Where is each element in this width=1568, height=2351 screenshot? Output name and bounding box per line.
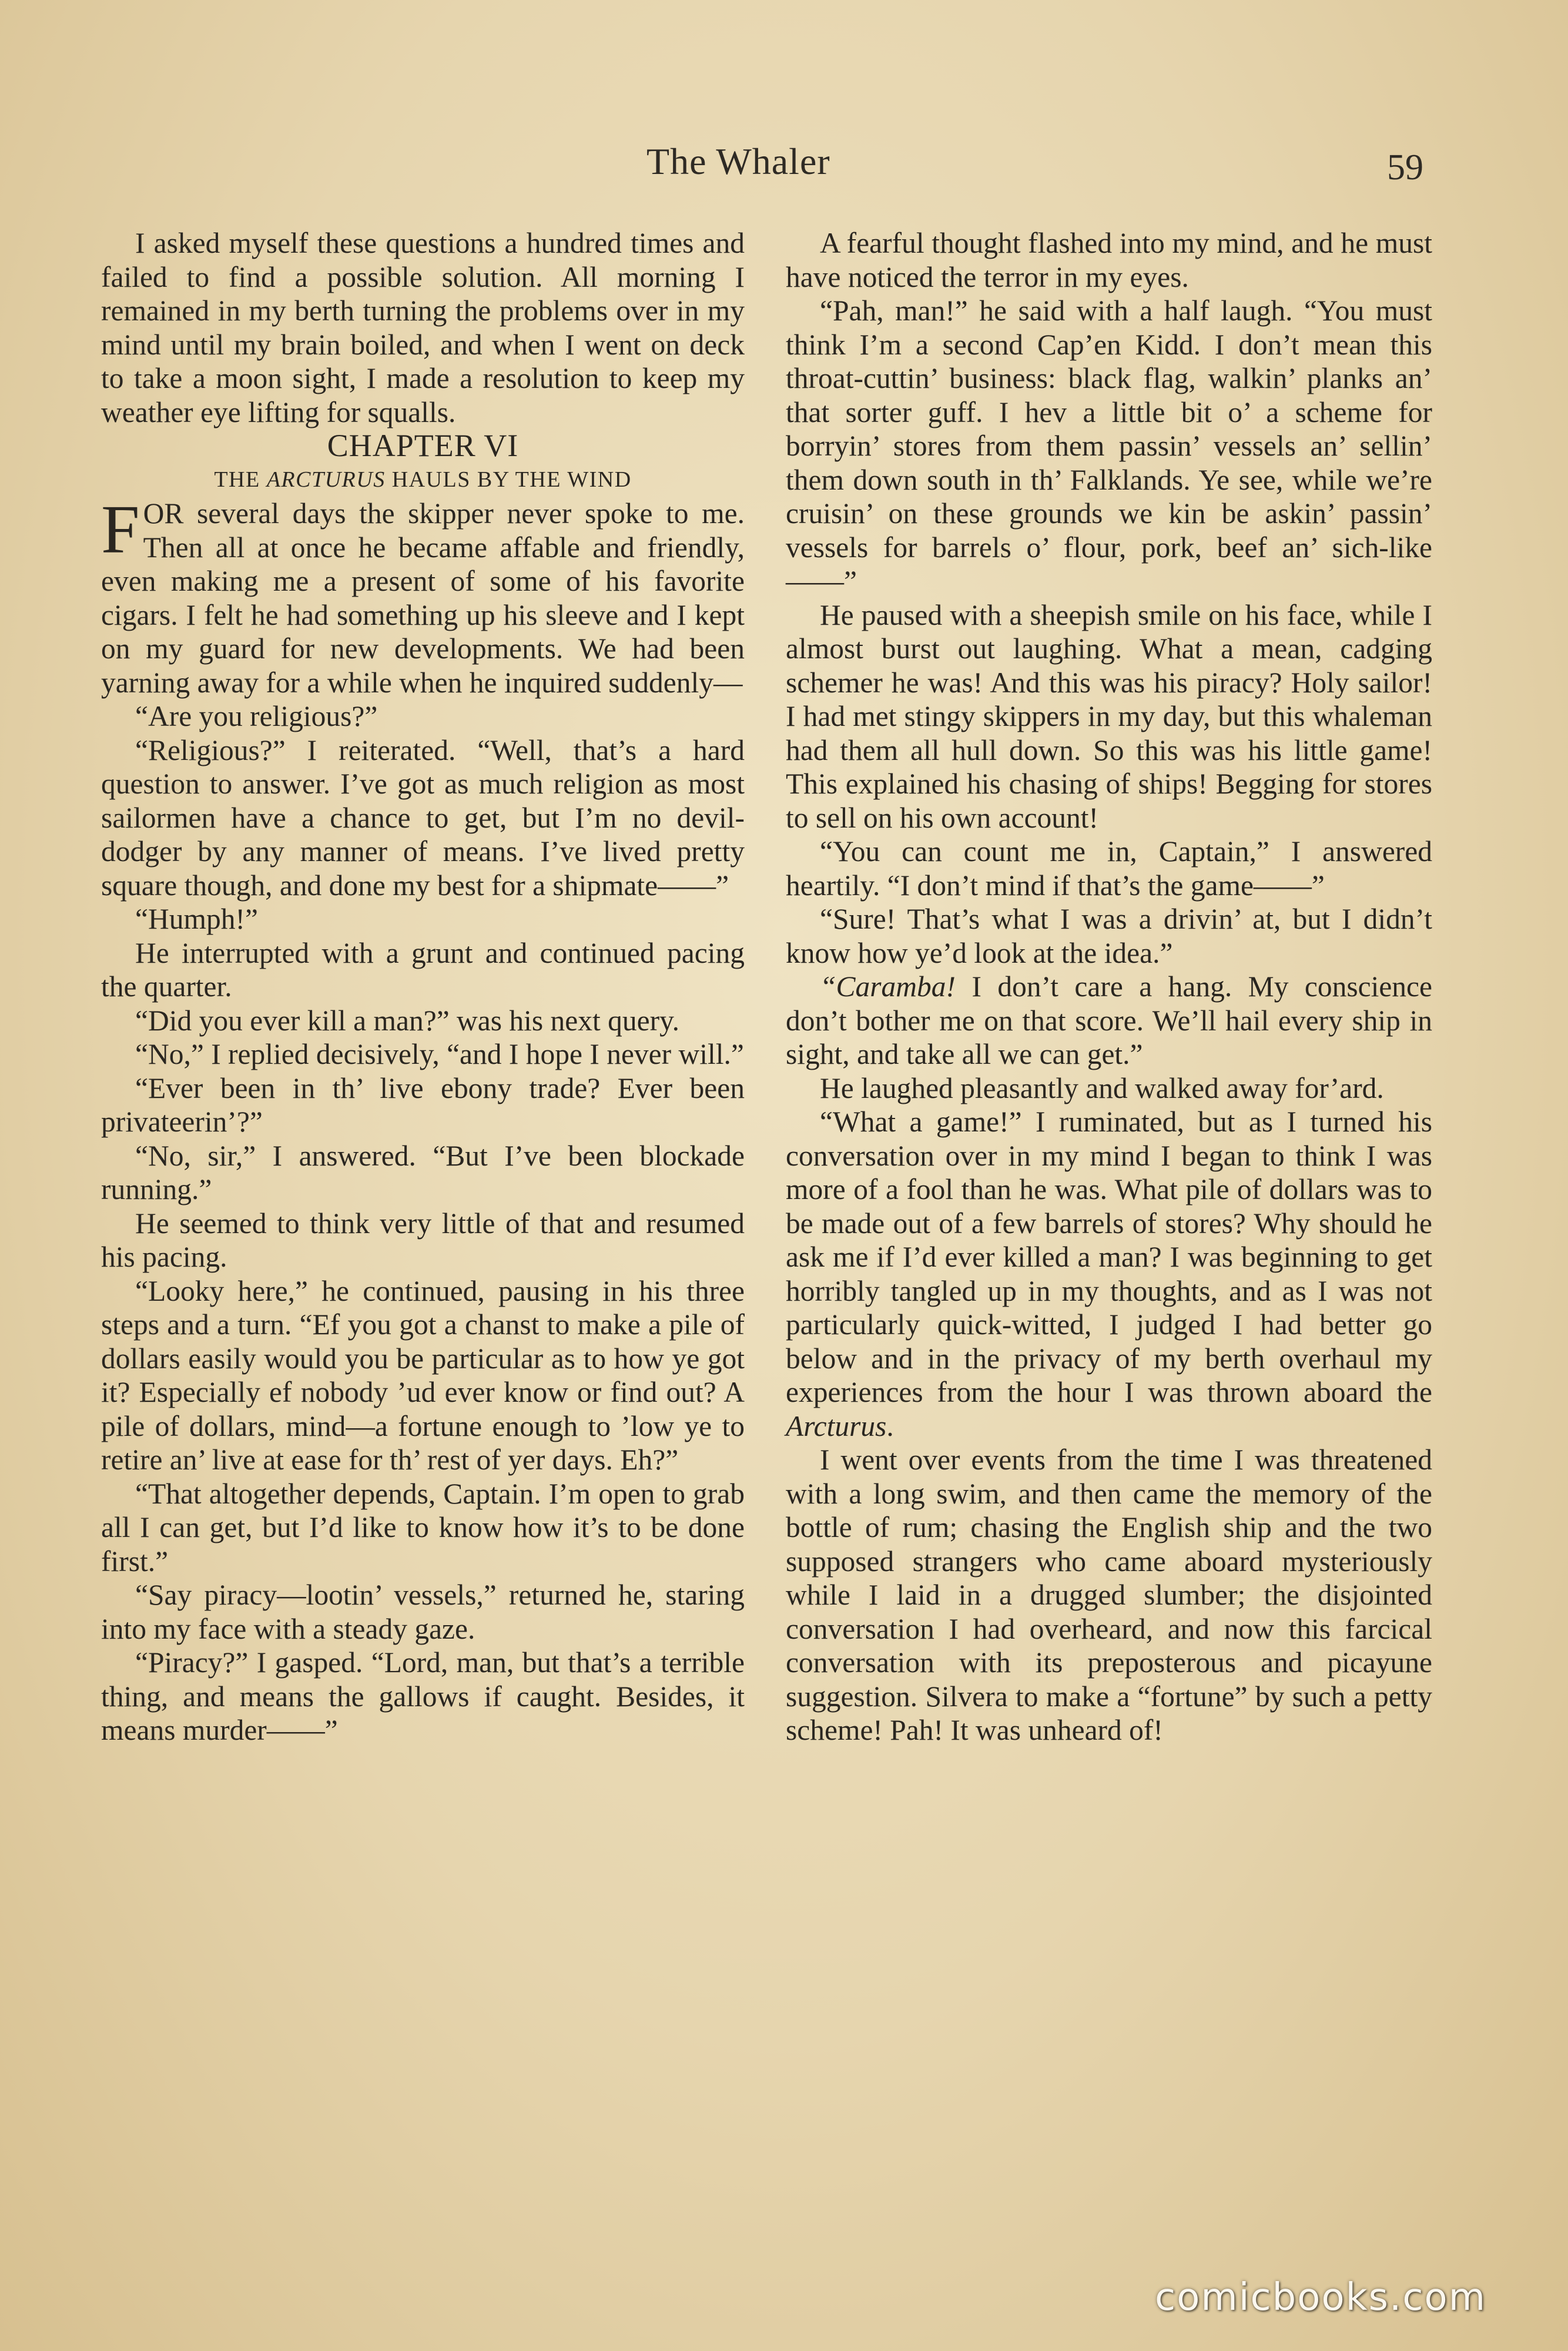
paragraph-end: . bbox=[886, 1409, 894, 1442]
paragraph-text: I don’t care a hang. My conscience don’t bother me on that score. We’ll hail every ship in sight, and take all we can get.” bbox=[786, 970, 1432, 1070]
paragraph: “Ever been in th’ live ebony trade? Ever been privateerin’?” bbox=[101, 1071, 745, 1138]
paragraph: “Religious?” I reiterated. “Well, that’s a hard question to answer. I’ve got as much religion as most sailormen have a chance to get, but I’m no devil-dodger by any manner of means. I’ve lived pretty square though, and done my best for a shipmate——” bbox=[101, 734, 745, 902]
italic-exclamation: “Caramba! bbox=[820, 970, 956, 1003]
paragraph: “Looky here,” he continued, pausing in his three steps and a turn. “Ef you got a chanst to make a pile of dollars easily would you be particular as to how ye got it? Especially ef nobody ’ud ever know or find out? A pile of dollars, mind—a fortune enough to ’low ye to retire an’ live at ease for th’ rest of yer days. Eh?” bbox=[101, 1274, 745, 1476]
paragraph-text: “What a game!” I ruminated, but as I turned his conversation over in my mind I began to think I was more of a fool than he was. What pile of dollars was to be made out of a few barrels of stores? Why should he ask me if I’d ever killed a man? I was beginning to get horribly tangled up in my thoughts, and as I was not particularly quick-witted, I judged I had better go below and in the privacy of my berth overhaul my experiences from the hour I was thrown aboard the bbox=[786, 1106, 1432, 1408]
chapter-subtitle-pre: THE bbox=[214, 467, 267, 492]
paragraph: “Piracy?” I gasped. “Lord, man, but that’s a terrible thing, and means the gallows if caught. Besides, it means murder——” bbox=[101, 1646, 745, 1746]
paragraph: “That altogether depends, Captain. I’m open to grab all I can get, but I’d like to know how it’s to be done first.” bbox=[101, 1477, 745, 1578]
paragraph: “Are you religious?” bbox=[135, 700, 378, 732]
paragraph: “Say piracy—lootin’ vessels,” returned he, staring into my face with a steady gaze. bbox=[101, 1579, 745, 1645]
paragraph: “No,” I replied decisively, “and I hope I never will.” bbox=[135, 1038, 744, 1070]
paragraph bbox=[786, 970, 1432, 1071]
opening-paragraph-text: OR several days the skipper never spoke to me. Then all at once he became affable and friendly, even making me a present of some of his favorite cigars. I felt he had something up his sleeve and I kept on my guard for new developments. We had been yarning away for a while when he inquired suddenly— bbox=[101, 497, 745, 699]
right-column bbox=[786, 226, 1432, 1747]
watermark: comicbooks.com bbox=[1155, 2276, 1487, 2319]
paragraph: “You can count me in, Captain,” I answered heartily. “I don’t mind if that’s the game——” bbox=[786, 835, 1432, 902]
paragraph: “Pah, man!” he said with a half laugh. “You must think I’m a second Cap’en Kidd. I don’t mean this throat-cuttin’ business: black flag, walkin’ planks an’ that sorter guff. I hev a little bit o’ a scheme for borryin’ stores from them passin’ vessels an’ sellin’ them down south in th’ Falklands. Ye see, while we’re cruisin’ on these grounds we kin be askin’ passin’ vessels for barrels o’ flour, pork, beef an’ sich-like——” bbox=[786, 294, 1432, 597]
paragraph bbox=[786, 1105, 1432, 1443]
paragraph: “Sure! That’s what I was a drivin’ at, but I didn’t know how ye’d look at the idea.” bbox=[786, 903, 1432, 969]
paragraph: He seemed to think very little of that and resumed his pacing. bbox=[101, 1207, 745, 1273]
paragraph: “Did you ever kill a man?” was his next query. bbox=[135, 1004, 679, 1037]
paragraph: “No, sir,” I answered. “But I’ve been blockade running.” bbox=[101, 1139, 745, 1205]
chapter-heading: CHAPTER VI bbox=[327, 428, 519, 463]
drop-cap: F bbox=[101, 491, 140, 568]
left-column bbox=[101, 226, 745, 1747]
page-number: 59 bbox=[1387, 148, 1423, 187]
paragraph: I asked myself these questions a hundred times and failed to find a possible solution. All morning I remained in my berth turning the problems over in my mind until my brain boiled, and when I went on deck to take a moon sight, I made a resolution to keep my weather eye lifting for squalls. bbox=[101, 227, 745, 428]
running-head: The Whaler bbox=[646, 140, 830, 182]
opening-paragraph bbox=[101, 491, 745, 699]
chapter-subtitle-ship: ARCTURUS bbox=[266, 467, 386, 492]
paragraph: A fearful thought flashed into my mind, and he must have noticed the terror in my eyes. bbox=[786, 227, 1432, 293]
paragraph: He paused with a sheepish smile on his face, while I almost burst out laughing. What a mean, cadging schemer he was! And this was his piracy? Holy sailor! I had met stingy skippers in my day, but this whaleman had them all hull down. So this was his little game! This explained his chasing of ships! Begging for stores to sell on his own account! bbox=[786, 598, 1432, 834]
paragraph: I went over events from the time I was threatened with a long swim, and then came the memory of the bottle of rum; chasing the English ship and the two supposed strangers who came aboard mysteriously while I laid in a drugged slumber; the disjointed conversation I had overheard, and now this farcical conversation with its preposterous and picayune suggestion. Silvera to make a “fortune” by such a petty scheme! Pah! It was unheard of! bbox=[786, 1444, 1432, 1746]
chapter-subtitle bbox=[101, 463, 745, 497]
paragraph: “Humph!” bbox=[135, 903, 258, 935]
chapter-subtitle-post: HAULS BY THE WIND bbox=[385, 467, 632, 492]
paragraph: He laughed pleasantly and walked away for’ard. bbox=[820, 1071, 1384, 1104]
ship-name: Arcturus bbox=[786, 1409, 887, 1442]
paragraph: He interrupted with a grunt and continued pacing the quarter. bbox=[101, 936, 745, 1003]
